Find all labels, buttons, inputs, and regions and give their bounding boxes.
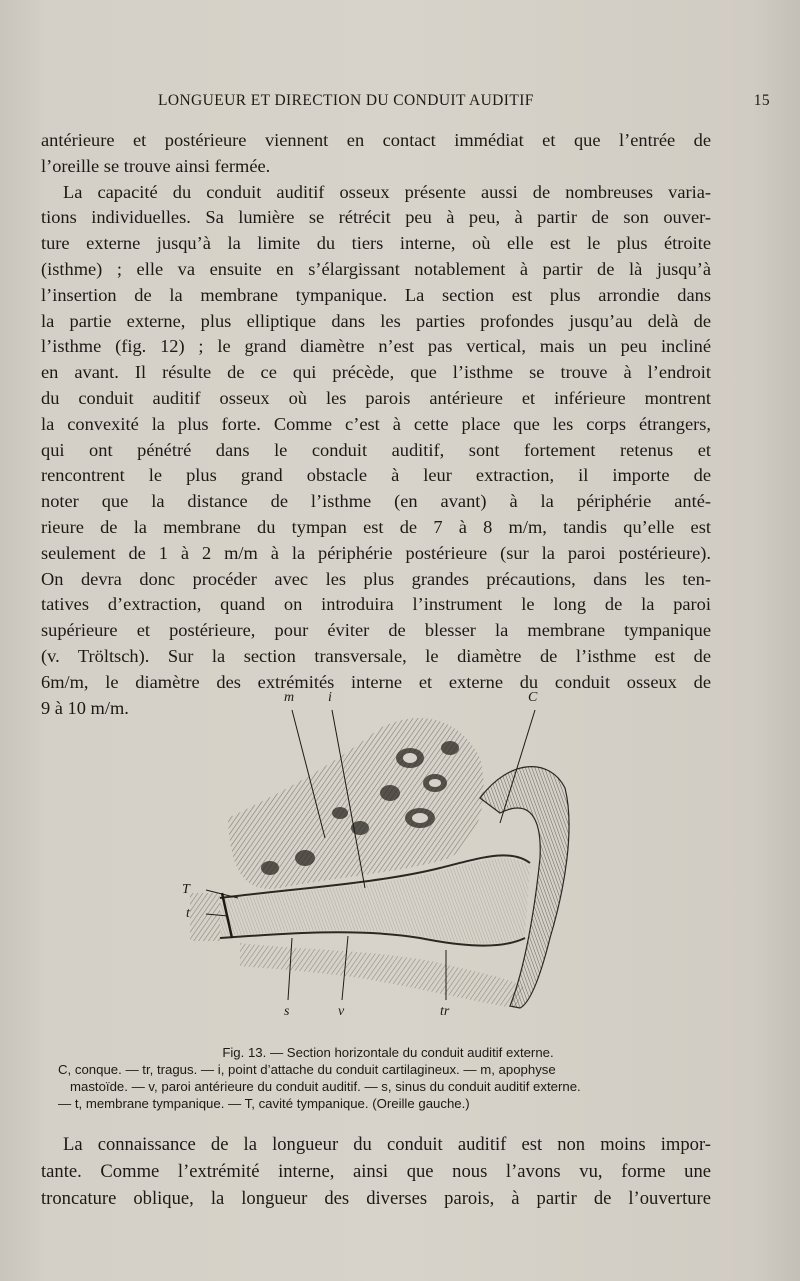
caption-line: mastoïde. — v, paroi antérieure du conduit auditif. — s, sinus du conduit auditif externe. [70,1079,581,1094]
text-line: noter que la distance de l’isthme (en avant) à la périphérie anté- [41,491,711,512]
paragraph-length [41,1131,711,1212]
text-line: l’insertion de la membrane tympanique. La section est plus arrondie dans [41,284,711,305]
text-line: 9 à 10 m/m. [41,697,129,718]
paragraph-capacity [41,128,711,721]
ear-canal-section-illustration [180,688,600,1028]
running-head [40,92,770,116]
figure-label-v: v [338,1004,345,1019]
text-line: antérieure et postérieure viennent en contact immédiat et que l’entrée de [41,130,711,150]
text-line: tante. Comme l’extrémité interne, ainsi que nous l’avons vu, forme une [41,1161,711,1182]
text-line: la partie externe, plus elliptique dans les parties profondes jusqu’au delà de [41,310,711,331]
figure-label-T: T [182,882,190,897]
text-line: tions individuelles. Sa lumière se rétrécit peu à peu, à partir de son ouver- [41,207,711,228]
figure-label-t: t [186,906,190,921]
text-line: rencontrent le plus grand obstacle à leur extraction, il importe de [41,465,711,486]
caption-line: — t, membrane tympanique. — T, cavité tympanique. (Oreille gauche.) [58,1096,470,1111]
figure-label-tr: tr [440,1004,450,1019]
text-line: l’isthme (fig. 12) ; le grand diamètre n’est pas vertical, mais un peu incliné [41,336,711,357]
anatomical-figure [180,688,600,1028]
figure-label-s: s [284,1004,290,1019]
figure-caption [58,1044,718,1112]
text-line: supérieure et postérieure, pour éviter de blesser la membrane tympanique [41,620,711,641]
text-line: l’oreille se trouve ainsi fermée. [41,155,271,176]
text-line: en avant. Il résulte de ce qui précède, que l’isthme se trouve à l’endroit [41,362,711,383]
figure-label-c: C [528,690,538,705]
text-line: On devra donc procéder avec les plus grandes précautions, dans les ten- [41,568,711,589]
text-line: seulement de 1 à 2 m/m à la périphérie postérieure (sur la paroi postérieure). [41,542,711,563]
text-line: (v. Tröltsch). Sur la section transversale, le diamètre de l’isthme est de [41,645,711,666]
text-line: (isthme) ; elle va ensuite en s’élargissant notablement à partir de là jusqu’à [41,258,711,279]
text-line: ture externe jusqu’à la limite du tiers interne, où elle est le plus étroite [41,233,711,254]
text-line: La capacité du conduit auditif osseux présente aussi de nombreuses varia- [63,181,711,202]
caption-line: C, conque. — tr, tragus. — i, point d’attache du conduit cartilagineux. — m, apophyse [58,1062,556,1077]
figure-label-m: m [284,690,295,705]
text-line: la convexité la plus forte. Comme c’est à cette place que les corps étrangers, [41,413,711,434]
text-line: tatives d’extraction, quand on introduira l’instrument le long de la paroi [41,594,711,615]
figure-label-i: i [328,690,332,705]
page-number: 15 [753,92,770,109]
text-line: troncature oblique, la longueur des diverses parois, à partir de l’ouverture [41,1188,711,1209]
text-line: du conduit auditif osseux où les parois antérieure et inférieure montrent [41,387,711,408]
text-line: 6m/m, le diamètre des extrémités interne et externe du conduit osseux de [41,671,711,692]
running-head-title: LONGUEUR ET DIRECTION DU CONDUIT AUDITIF [158,92,534,109]
text-line: rieure de la membrane du tympan est de 7 à 8 m/m, tandis qu’elle est [41,516,711,537]
text-line: qui ont pénétré dans le conduit auditif, sont fortement retenus et [41,439,711,460]
caption-title: Fig. 13. — Section horizontale du conduit auditif externe. [222,1045,554,1060]
text-line: La connaissance de la longueur du conduit auditif est non moins impor- [63,1134,711,1155]
